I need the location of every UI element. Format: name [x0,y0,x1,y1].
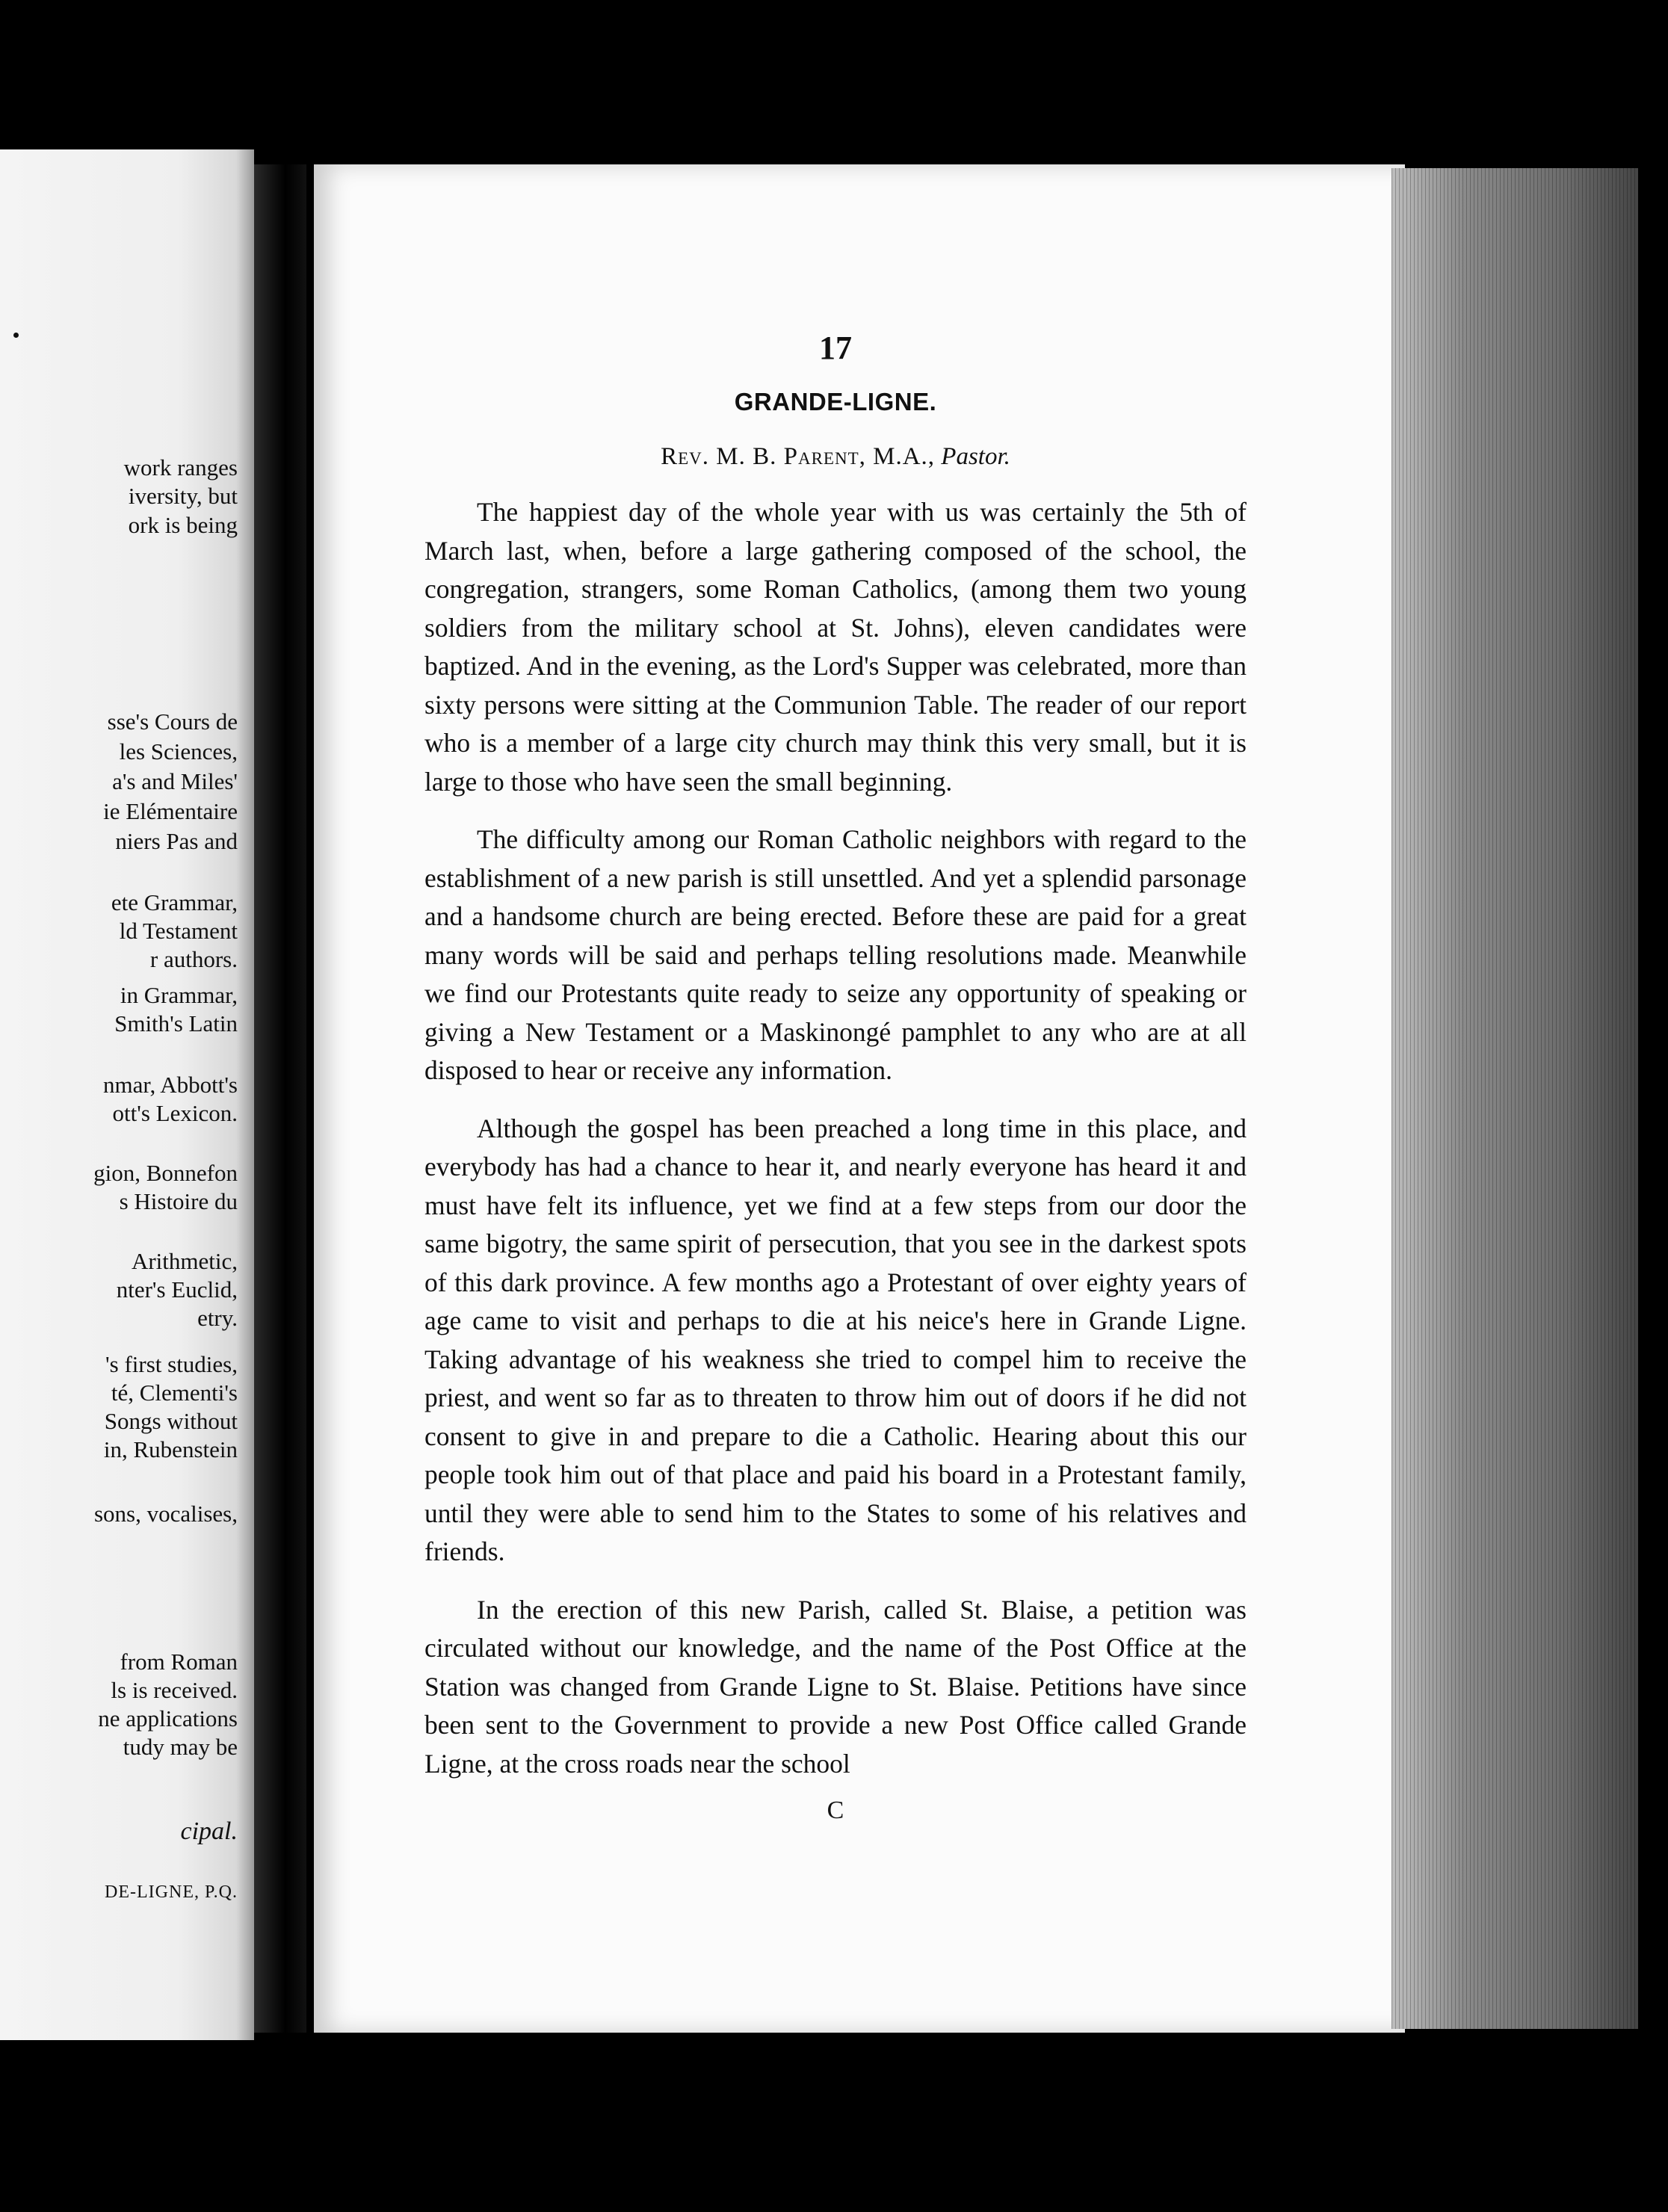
byline [424,443,1247,471]
left-page-line: niers Pas and [115,828,238,854]
body-paragraph: The happiest day of the whole year with us was certainly the 5th of March last, when, before a large gathering composed of the school, the congregation, strangers, some Roman Catholics, (among them two young soldiers from the military school at St. Johns), eleven candidates were baptized. And in the evening, as the Lord's Supper was celebrated, more than sixty persons were sitting at the Communion Table. The reader of our report who is a member of a large city church may think this very small, but it is large to those who have seen the small beginning. [424,497,1247,797]
left-page-line: sons, vocalises, [93,1501,238,1527]
left-page-line: tudy may be [123,1734,238,1760]
left-page-line: from Roman [120,1649,238,1675]
left-page-line: les Sciences, [119,738,238,764]
left-page-line: té, Clementi's [111,1380,238,1406]
left-page-line: nter's Euclid, [116,1276,238,1303]
left-page-line: in, Rubenstein [103,1436,238,1462]
page-content [424,329,1247,1825]
book-gutter [254,164,306,2033]
left-page-line: Smith's Latin [114,1010,238,1037]
left-page [0,149,254,2040]
byline-name: Rev. M. B. Parent, M.A., [661,443,936,470]
left-page-line: etry. [197,1305,238,1331]
left-page-line: ld Testament [119,918,238,944]
body-paragraph: The difficulty among our Roman Catholic neighbors with regard to the establishment of a new parish is still unsettled. And yet a splendid parsonage and a handsome church are being erected. Before these are paid for a great many words will be said and perhaps telling resolutions made. Meanwhile we find our Protestants quite ready to seize any opportunity of speaking or giving a New Testament or a Maskinongé pamphlet to any who are at all disposed to hear or receive any information. [424,824,1247,1085]
left-page-line: sse's Cours de [107,708,238,735]
left-page-line: iversity, but [128,483,238,509]
left-page-line: gion, Bonnefon [93,1160,238,1186]
left-page-line: ott's Lexicon. [112,1100,238,1126]
left-page-line: ete Grammar, [111,889,238,915]
page-number: 17 [819,330,852,366]
left-page-line: DE-LIGNE, P.Q. [105,1882,238,1902]
left-page-line: work ranges [123,454,238,481]
byline-role: Pastor. [941,443,1010,470]
page-edges [1391,168,1638,2029]
left-page-line: Arithmetic, [131,1248,238,1274]
left-page-line: r authors. [149,946,238,972]
left-page-line: a's and Miles' [112,768,238,794]
left-page-line: ork is being [128,512,238,538]
body-paragraph: In the erection of this new Parish, called St. Blaise, a petition was circulated without our knowledge, and the name of the Post Office at the Station was changed from Grande Ligne to St. Blaise. Petitions have since been sent to the Government to provide a new Post Office called Grande Ligne, at the cross roads near the school [424,1594,1247,1779]
section-heading: GRANDE-LIGNE. [734,388,937,415]
body-paragraph: Although the gospel has been preached a long time in this place, and everybody has had a chance to hear it, and nearly everyone has heard it and must have felt its influence, yet we find at a few steps from our door the same bigotry, the same spirit of persecution, that you see in the darkest spots of this dark province. A few months ago a Protestant of over eighty years of age came to visit and perhaps to die at his neice's here in Grande Ligne. Taking advantage of his weakness she tried to compel him to receive the priest, and went so far as to threaten to throw him out of doors if he did not consent to give in and prepare to die a Catholic. Hearing about this our people took him out of that place and paid his board in a Protestant family, until they were able to send him to the States to some of his relatives and friends. [424,1113,1247,1566]
left-page-line: s Histoire du [119,1188,238,1214]
left-page-line: ls is received. [111,1677,238,1703]
left-page-line: cipal. [180,1817,238,1845]
left-page-line: ie Elémentaire [103,798,238,824]
left-page-line: nmar, Abbott's [102,1072,238,1098]
left-page-line: 's first studies, [105,1351,238,1377]
signature-mark: C [827,1797,844,1824]
left-page-line: ne applications [98,1705,238,1731]
left-page-line: in Grammar, [120,982,238,1008]
speck-mark [13,333,19,338]
left-page-line: Songs without [104,1408,238,1434]
